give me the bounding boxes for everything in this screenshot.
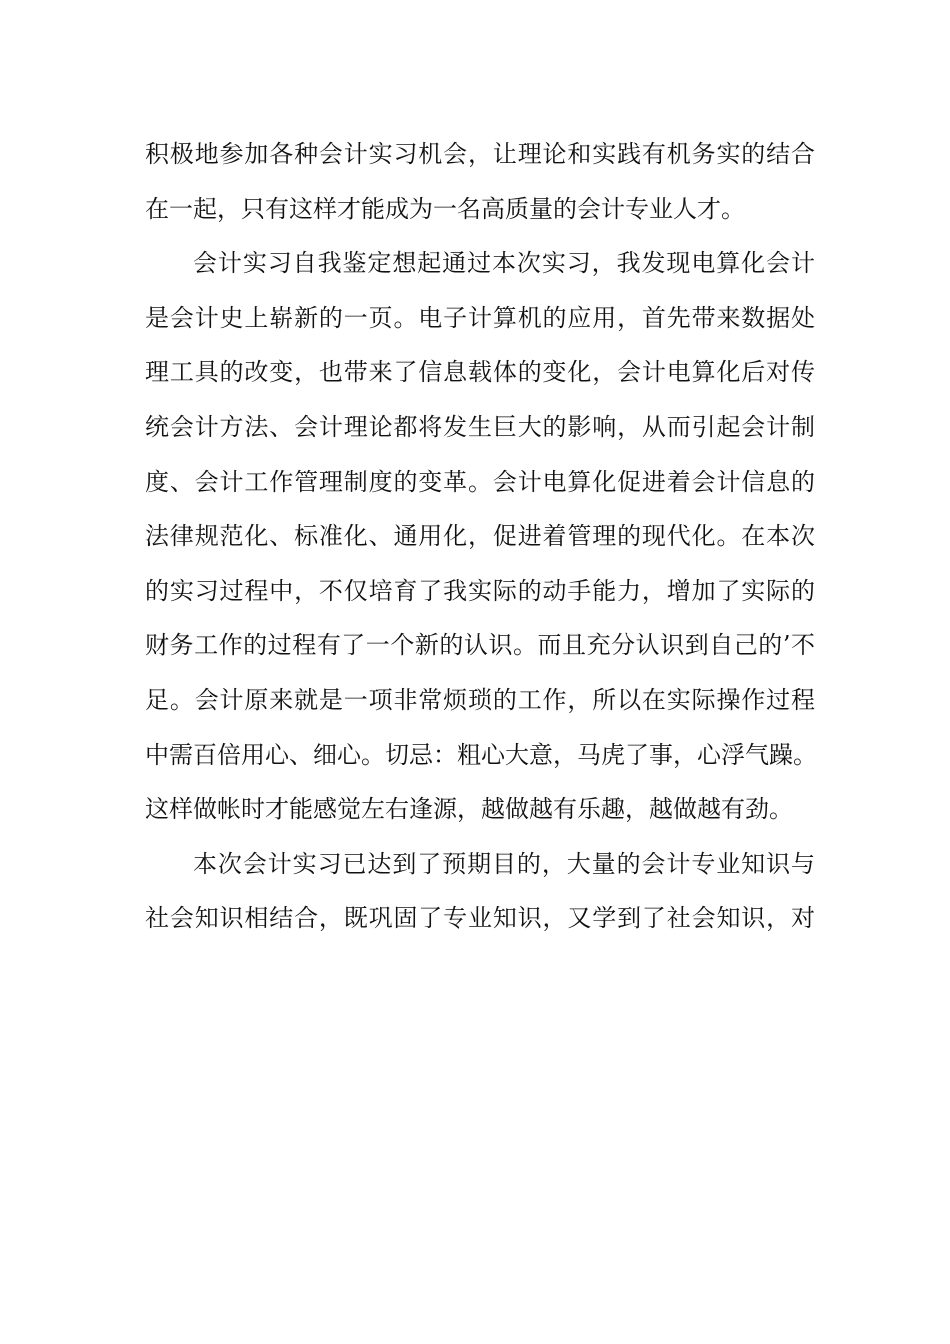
text-line-12: 中需百倍用心、细心。切忌：粗心大意，马虎了事，心浮气躁。 — [145, 740, 817, 769]
text-line-9: 的实习过程中，不仅培育了我实际的动手能力，增加了实际的 — [145, 576, 815, 605]
text-line-2: 在一起，只有这样才能成为一名高质量的会计专业人才。 — [145, 194, 745, 223]
text-line-4: 是会计史上崭新的一页。电子计算机的应用，首先带来数据处 — [145, 303, 815, 332]
text-line-14: 本次会计实习已达到了预期目的，大量的会计专业知识与 — [193, 849, 815, 878]
text-line-11: 足。会计原来就是一项非常烦琐的工作，所以在实际操作过程 — [145, 685, 815, 714]
text-line-13: 这样做帐时才能感觉左右逢源，越做越有乐趣，越做越有劲。 — [145, 795, 793, 824]
text-line-3: 会计实习自我鉴定想起通过本次实习，我发现电算化会计 — [193, 249, 815, 278]
text-line-7: 度、会计工作管理制度的变革。会计电算化促进着会计信息的 — [145, 467, 815, 496]
body-text — [145, 127, 815, 946]
text-line-5: 理工具的改变，也带来了信息载体的变化，会计电算化后对传 — [145, 358, 815, 387]
text-line-15: 社会知识相结合，既巩固了专业知识，又学到了社会知识，对 — [145, 904, 815, 933]
text-line-10: 财务工作的过程有了一个新的认识。而且充分认识到自己的’不 — [145, 631, 815, 660]
text-line-1: 积极地参加各种会计实习机会，让理论和实践有机务实的结合 — [145, 140, 815, 168]
text-line-8: 法律规范化、标准化、通用化，促进着管理的现代化。在本次 — [145, 522, 815, 551]
text-line-6: 统会计方法、会计理论都将发生巨大的影响，从而引起会计制 — [145, 412, 815, 441]
